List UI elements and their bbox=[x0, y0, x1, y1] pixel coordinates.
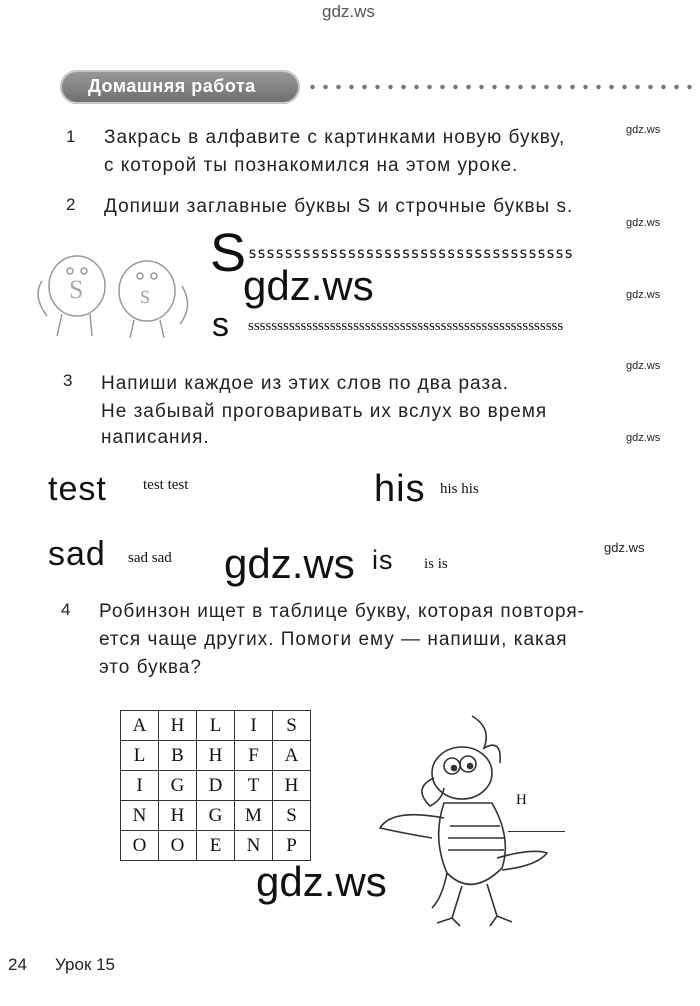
grid-cell: O bbox=[121, 831, 159, 861]
task3-number: 3 bbox=[63, 371, 73, 390]
small-s-fill-line: ssssssssssssssssssssssssssssssssssssssssssssssssssssss bbox=[248, 318, 564, 334]
task1-line2: с которой ты познакомился на этом уроке. bbox=[104, 155, 519, 176]
twins-illustration-icon bbox=[22, 236, 197, 341]
task2-number: 2 bbox=[66, 195, 76, 214]
task4-answer: H bbox=[516, 792, 527, 808]
task1-number: 1 bbox=[66, 127, 76, 146]
grid-cell: D bbox=[197, 771, 235, 801]
task2-line1: Допиши заглавные буквы S и строчные буквы s. bbox=[104, 196, 574, 217]
grid-cell: N bbox=[235, 831, 273, 861]
watermark-small: gdz.ws bbox=[626, 124, 661, 136]
grid-cell: I bbox=[121, 771, 159, 801]
parrot-illustration-icon bbox=[372, 708, 572, 934]
answer-line bbox=[508, 831, 565, 832]
watermark-small: gdz.ws bbox=[626, 360, 661, 372]
grid-cell: S bbox=[273, 801, 311, 831]
grid-cell: B bbox=[159, 741, 197, 771]
svg-text:S: S bbox=[69, 275, 84, 304]
letter-grid bbox=[120, 710, 311, 861]
grid-cell: I bbox=[235, 711, 273, 741]
task4-line1: Робинзон ищет в таблице букву, которая повторя- bbox=[99, 601, 585, 622]
task1-line1: Закрась в алфавите с картинками новую букву, bbox=[104, 127, 566, 148]
homework-badge-label: Домашняя работа bbox=[88, 76, 256, 96]
capital-s-letter: S bbox=[210, 223, 247, 283]
homework-badge bbox=[60, 70, 300, 104]
task4-line3: это буква? bbox=[99, 657, 202, 678]
watermark-big: gdz.ws bbox=[224, 540, 355, 587]
word-sad: sad bbox=[48, 535, 106, 573]
page-number: 24 bbox=[8, 955, 27, 974]
grid-cell: H bbox=[159, 801, 197, 831]
grid-row bbox=[121, 831, 311, 861]
watermark-big: gdz.ws bbox=[243, 262, 374, 309]
answer-test: test test bbox=[143, 477, 189, 493]
task3-line1: Напиши каждое из этих слов по два раза. bbox=[101, 373, 509, 394]
task4-line2: ется чаще других. Помоги ему — напиши, какая bbox=[99, 629, 568, 650]
answer-his: his his bbox=[440, 481, 479, 497]
watermark-top: gdz.ws bbox=[322, 2, 375, 21]
answer-is: is is bbox=[424, 556, 448, 572]
grid-row bbox=[121, 741, 311, 771]
capital-s-fill-line: ssssssssssssssssssssssssssssssssssss bbox=[248, 244, 574, 262]
grid-cell: G bbox=[197, 801, 235, 831]
grid-cell: E bbox=[197, 831, 235, 861]
grid-row bbox=[121, 711, 311, 741]
grid-cell: H bbox=[159, 711, 197, 741]
watermark-big: gdz.ws bbox=[256, 858, 387, 905]
grid-cell: F bbox=[235, 741, 273, 771]
watermark-small: gdz.ws bbox=[626, 217, 661, 229]
grid-cell: P bbox=[273, 831, 311, 861]
grid-cell: N bbox=[121, 801, 159, 831]
grid-cell: A bbox=[273, 741, 311, 771]
svg-text:s: s bbox=[140, 280, 151, 309]
grid-row bbox=[121, 801, 311, 831]
grid-cell: T bbox=[235, 771, 273, 801]
dotted-divider bbox=[306, 84, 694, 90]
lesson-label: Урок 15 bbox=[55, 955, 116, 974]
grid-cell: L bbox=[121, 741, 159, 771]
grid-cell: L bbox=[197, 711, 235, 741]
watermark-small: gdz.ws bbox=[626, 432, 661, 444]
task4-number: 4 bbox=[61, 600, 71, 619]
word-is: is bbox=[372, 545, 394, 575]
watermark-small: gdz.ws bbox=[626, 289, 661, 301]
small-s-letter: s bbox=[212, 306, 229, 344]
grid-cell: S bbox=[273, 711, 311, 741]
watermark-small: gdz.ws bbox=[604, 540, 645, 555]
task3-line2: Не забывай проговаривать их вслух во время bbox=[101, 401, 548, 422]
grid-cell: M bbox=[235, 801, 273, 831]
grid-row bbox=[121, 771, 311, 801]
grid-cell: H bbox=[273, 771, 311, 801]
word-test: test bbox=[48, 470, 107, 508]
task3-line3: написания. bbox=[101, 427, 210, 448]
grid-cell: G bbox=[159, 771, 197, 801]
grid-cell: A bbox=[121, 711, 159, 741]
grid-cell: O bbox=[159, 831, 197, 861]
answer-sad: sad sad bbox=[128, 550, 172, 566]
grid-cell: H bbox=[197, 741, 235, 771]
word-his: his bbox=[374, 468, 426, 510]
